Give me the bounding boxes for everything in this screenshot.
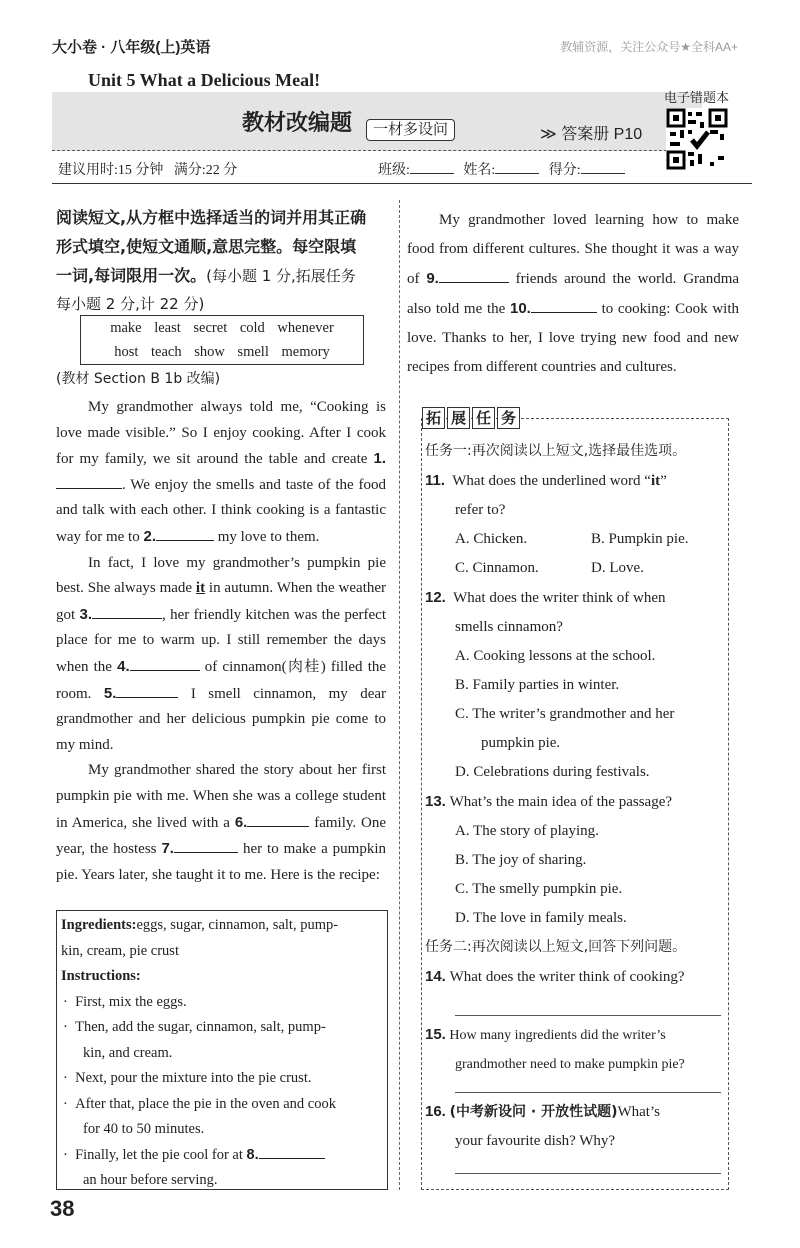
option-11b[interactable]: B. Pumpkin pie.: [591, 531, 689, 547]
blank-1[interactable]: [56, 474, 122, 489]
blank-3[interactable]: [92, 604, 162, 619]
option-11a[interactable]: A. Chicken.: [455, 531, 528, 547]
answer-line-15[interactable]: [455, 1091, 721, 1093]
option-13c[interactable]: C. The smelly pumpkin pie.: [455, 881, 623, 897]
question-13: 13. What’s the main idea of the passage?: [425, 793, 673, 810]
blank-5[interactable]: [116, 683, 178, 698]
question-16: 16. (中考新设问 · 开放性试题)What’s: [425, 1103, 660, 1120]
question-14: 14. What does the writer think of cooking?: [425, 968, 685, 985]
passage-right: My grandmother loved learning how to make food from different cultures. She thought it was a way of 9. friends around the world. Grandma also told me the 10. to cooking: Cook with love. Thanks to her, I love trying new food and new recipes from different countries and cultures.: [407, 212, 740, 375]
recipe-step: · Finally, let the pie cool for at 8.: [57, 1143, 387, 1169]
promo-text: 教辅资源，关注公众号★全科AA+: [560, 40, 738, 54]
option-12c[interactable]: C. The writer’s grandmother and her: [455, 706, 675, 722]
recipe-step: · Then, add the sugar, cinnamon, salt, pump-: [63, 1019, 326, 1035]
word-box: [80, 315, 364, 365]
blank-9[interactable]: [439, 268, 509, 283]
class-field[interactable]: [410, 161, 454, 174]
answer-line-14[interactable]: [455, 1014, 721, 1016]
option-12d[interactable]: D. Celebrations during festivals.: [455, 764, 650, 780]
book-title: 大小卷 · 八年级(上)英语: [52, 39, 211, 56]
option-12b[interactable]: B. Family parties in winter.: [455, 677, 620, 693]
divider-line: [52, 183, 752, 184]
recipe-step: · Next, pour the mixture into the pie crust.: [63, 1070, 312, 1086]
title-tag: 一材多设问: [366, 119, 455, 141]
column-divider: [399, 200, 400, 1190]
option-13d[interactable]: D. The love in family meals.: [455, 910, 627, 926]
recipe-box: Ingredients:eggs, sugar, cinnamon, salt, pump- kin, cream, pie crust Instructions: · First, mix the eggs. · Then, add the sugar, cinnamon, salt, pump- kin, and cream. · Next, pour the mixture into the pie crust. · After that, place the pie in the oven and cook for 40 to 50 minutes. · Finally, let the pie cool for at 8. an hour before serving.: [56, 910, 388, 1190]
blank-2[interactable]: [156, 526, 214, 541]
suggested-time: 建议用时:15 分钟: [58, 163, 164, 178]
option-13a[interactable]: A. The story of playing.: [455, 823, 599, 839]
extension-questions: 任务一:再次阅读以上短文,选择最佳选项。 11. What does the underlined word “it” refer to? A. Chicken. B. Pumpkin pie. C. Cinnamon. D. Love. 12. What does the writer think of when smells cinnamon? A. Cooking lessons at the school. B. Family parties in winter. C. The writer’s grandmother and her pumpkin pie. D. Celebrations during festivals. 13. What’s the main idea of the passage? A. The story of playing. B. The joy of sharing. C. The smelly pumpkin pie. D. The love in family meals. 任务二:再次阅读以上短文,回答下列问题。 14. What does the writer think of cooking? 15. How many ingredients did the writer’s grandmother need to make pumpkin pie? 16. (中考新设问 · 开放性试题)What’s your favourite dish? Why?: [425, 437, 725, 1174]
score-label: 得分:: [548, 163, 581, 178]
option-13b[interactable]: B. The joy of sharing.: [455, 852, 587, 868]
question-15: 15. How many ingredients did the writer’s: [425, 1026, 666, 1043]
unit-title: Unit 5 What a Delicious Meal!: [88, 70, 321, 90]
underlined-it: it: [195, 580, 206, 597]
score-field[interactable]: [581, 161, 625, 174]
question-12: 12. What does the writer think of when: [425, 589, 666, 606]
page-title: 教材改编题: [242, 110, 353, 135]
name-label: 姓名:: [463, 163, 496, 178]
answer-line-16[interactable]: [455, 1172, 721, 1174]
word-row-1: make least secret cold whenever: [110, 320, 334, 336]
passage-left: My grandmother always told me, “Cooking is love made visible.” So I enjoy cooking. After I cook for my family, we sit around the table and create 1.. We enjoy the smells and taste of the food and talk with each other. I think cooking is a fantastic way for me to 2. my love to them. In fact, I love my grandmother’s pumpkin pie best. She always made it in autumn. When the weather got 3. , her friendly kitchen was the perfect place for me to warm up. I still remember the days when the 4. of cinnamon(肉桂) filled the room. 5. I smell cinnamon, my dear grandmother and her delicious pumpkin pie come to my mind. My grandmother shared the story about her first pumpkin pie with me. When she was a college student in America, she lived with a 6. family. One year, the hostess 7. her to make a pumpkin pie. Years later, she taught it to me. Here is the recipe:: [56, 399, 387, 883]
answer-reference: ≫ 答案册 P10: [540, 126, 643, 143]
option-11c[interactable]: C. Cinnamon.: [455, 560, 539, 576]
instructions: 阅读短文,从方框中选择适当的词并用其正确 形式填空,使短文通顺,意思完整。每空限填 一词,每词限用一次。(每小题 1 分,拓展任务 每小题 2 分,计 22 分): [56, 208, 367, 313]
option-12a[interactable]: A. Cooking lessons at the school.: [455, 648, 656, 664]
qr-label: 电子错题本: [664, 90, 730, 105]
page-number: 38: [50, 1196, 75, 1221]
option-11d[interactable]: D. Love.: [591, 560, 644, 576]
blank-4[interactable]: [130, 656, 200, 671]
class-label: 班级:: [378, 163, 410, 178]
question-11: 11. What does the underlined word “it”: [425, 472, 667, 489]
source-note: (教材 Section B 1b 改编): [56, 371, 221, 387]
blank-8[interactable]: [259, 1144, 325, 1159]
qr-code-icon[interactable]: [666, 108, 728, 170]
task-two-label: 任务二:再次阅读以上短文,回答下列问题。: [425, 939, 687, 955]
blank-10[interactable]: [531, 298, 597, 313]
meta-time-score: [58, 159, 237, 179]
recipe-step: · After that, place the pie in the oven and cook: [63, 1095, 336, 1112]
recipe-step: · First, mix the eggs.: [63, 993, 187, 1010]
word-row-2: host teach show smell memory: [114, 344, 330, 360]
name-field[interactable]: [495, 161, 539, 174]
task-one-label: 任务一:再次阅读以上短文,选择最佳选项。: [425, 443, 687, 459]
meta-student-fields: [378, 159, 631, 179]
blank-6[interactable]: [247, 812, 309, 827]
extension-title: 拓 展 任 务: [422, 407, 522, 429]
blank-7[interactable]: [174, 838, 238, 853]
full-score: 满分:22 分: [173, 163, 238, 178]
